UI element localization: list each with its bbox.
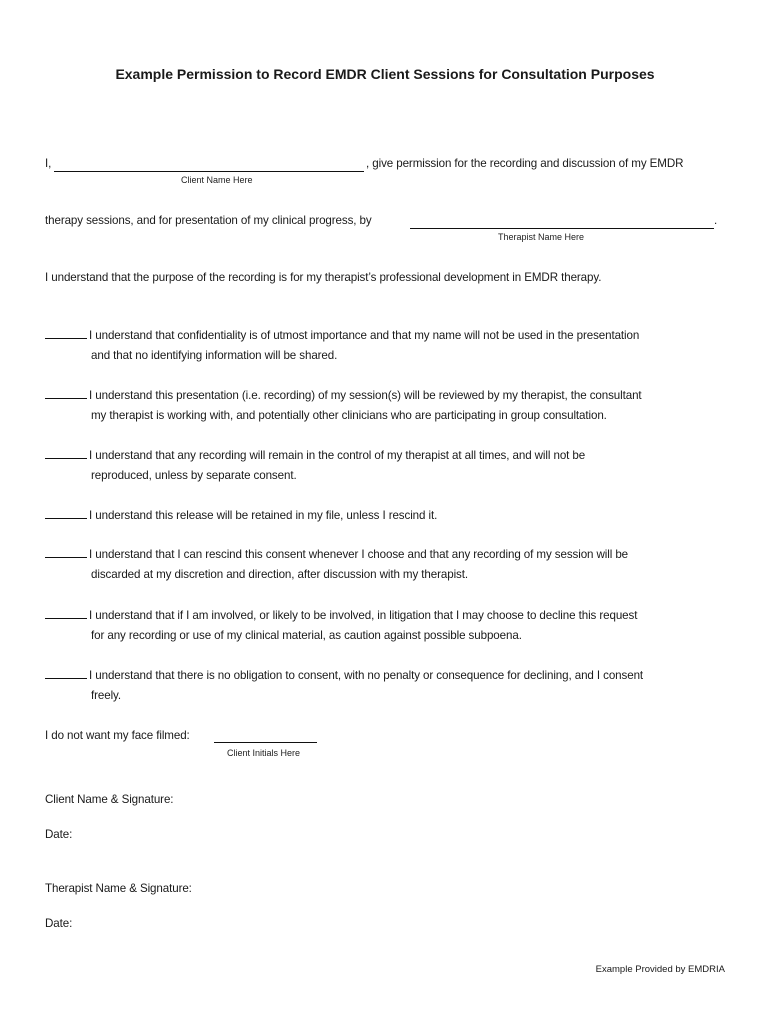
item-text: I understand that any recording will remain in the control of my therapist at all times, and will not be <box>89 449 586 462</box>
client-permission-suffix: , give permission for the recording and discussion of my EMDR <box>366 157 684 170</box>
acknowledgement-item <box>45 506 725 526</box>
item-text-continued: discarded at my discretion and direction, after discussion with my therapist. <box>91 568 469 581</box>
acknowledgement-item <box>45 545 725 585</box>
acknowledgement-item <box>45 606 725 646</box>
therapist-permission-suffix: . <box>714 214 718 227</box>
client-name-field[interactable] <box>54 171 364 172</box>
initials-blank[interactable] <box>45 448 87 459</box>
item-text-continued: freely. <box>91 689 122 702</box>
acknowledgement-item <box>45 666 725 706</box>
item-text-continued: and that no identifying information will be shared. <box>91 349 338 362</box>
acknowledgement-item <box>45 386 725 426</box>
initials-blank[interactable] <box>45 328 87 339</box>
initials-blank[interactable] <box>45 508 87 519</box>
face-filmed-label: I do not want my face filmed: <box>45 729 190 742</box>
client-signature-label: Client Name & Signature: <box>45 793 174 806</box>
therapist-name-field[interactable] <box>410 228 714 229</box>
purpose-statement: I understand that the purpose of the recording is for my therapist’s professional development in EMDR therapy. <box>45 271 602 284</box>
item-text: I understand that there is no obligation to consent, with no penalty or consequence for declining, and I consent <box>89 669 644 682</box>
initials-blank[interactable] <box>45 668 87 679</box>
item-text: I understand this release will be retained in my file, unless I rescind it. <box>89 509 438 522</box>
acknowledgement-item <box>45 326 725 366</box>
item-text: I understand that I can rescind this consent whenever I choose and that any recording of my session will be <box>89 548 629 561</box>
therapist-permission-prefix: therapy sessions, and for presentation of my clinical progress, by <box>45 214 372 227</box>
footer-credit: Example Provided by EMDRIA <box>595 964 725 975</box>
client-name-caption: Client Name Here <box>181 175 253 185</box>
client-permission-prefix: I, <box>45 157 52 170</box>
therapist-date-label: Date: <box>45 917 73 930</box>
initials-blank[interactable] <box>45 547 87 558</box>
document-title: Example Permission to Record EMDR Client Sessions for Consultation Purposes <box>115 66 655 82</box>
initials-blank[interactable] <box>45 608 87 619</box>
item-text: I understand this presentation (i.e. recording) of my session(s) will be reviewed by my therapist, the consultant <box>89 389 642 402</box>
initials-blank[interactable] <box>45 388 87 399</box>
item-text-continued: reproduced, unless by separate consent. <box>91 469 297 482</box>
item-text-continued: my therapist is working with, and potentially other clinicians who are participating in group consultation. <box>91 409 607 422</box>
item-text: I understand that confidentiality is of utmost importance and that my name will not be used in the presentation <box>89 329 640 342</box>
client-initials-caption: Client Initials Here <box>227 748 301 758</box>
therapist-signature-label: Therapist Name & Signature: <box>45 882 192 895</box>
item-text-continued: for any recording or use of my clinical material, as caution against possible subpoena. <box>91 629 522 642</box>
acknowledgement-item <box>45 446 725 486</box>
client-initials-field[interactable] <box>214 742 317 743</box>
item-text: I understand that if I am involved, or likely to be involved, in litigation that I may choose to decline this request <box>89 609 638 622</box>
client-date-label: Date: <box>45 828 73 841</box>
therapist-name-caption: Therapist Name Here <box>498 232 585 242</box>
